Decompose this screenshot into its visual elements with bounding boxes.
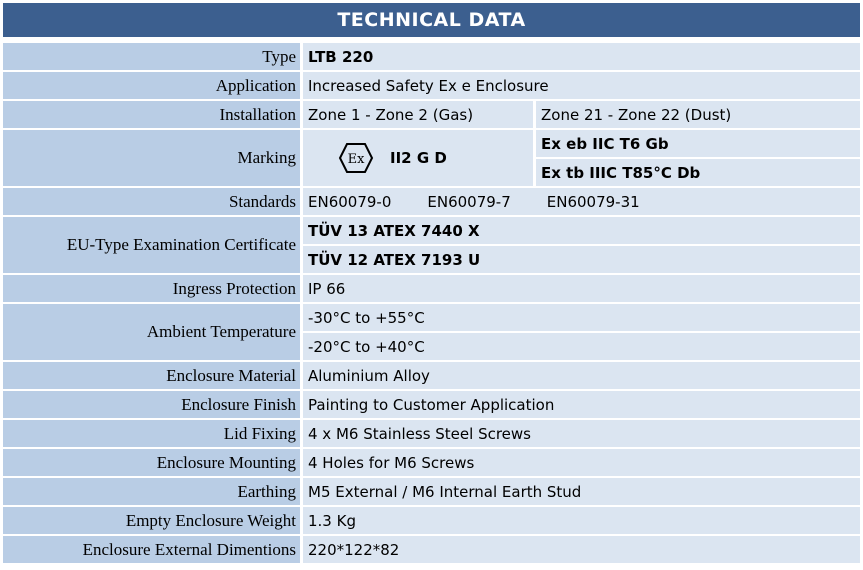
row-mounting xyxy=(3,449,860,478)
label-ingress: Ingress Protection xyxy=(3,275,303,304)
technical-data-table xyxy=(3,43,860,565)
row-marking-1 xyxy=(3,130,860,159)
value-installation-dust: Zone 21 - Zone 22 (Dust) xyxy=(536,101,860,130)
value-dimensions: 220*122*82 xyxy=(303,536,860,565)
value-marking-gas: Ex eb IIC T6 Gb xyxy=(536,130,860,159)
value-application: Increased Safety Ex e Enclosure xyxy=(303,72,860,101)
label-earthing: Earthing xyxy=(3,478,303,507)
value-standards xyxy=(303,188,860,217)
row-certificate-1 xyxy=(3,217,860,246)
standard-item: EN60079-0 xyxy=(308,192,392,211)
label-dimensions: Enclosure External Dimentions xyxy=(3,536,303,565)
value-weight: 1.3 Kg xyxy=(303,507,860,536)
label-marking: Marking xyxy=(3,130,303,188)
row-finish xyxy=(3,391,860,420)
label-lid: Lid Fixing xyxy=(3,420,303,449)
value-marking-group-cell xyxy=(303,130,536,188)
label-mounting: Enclosure Mounting xyxy=(3,449,303,478)
label-finish: Enclosure Finish xyxy=(3,391,303,420)
value-ambient-1: -30°C to +55°C xyxy=(303,304,860,333)
row-weight xyxy=(3,507,860,536)
label-ambient: Ambient Temperature xyxy=(3,304,303,362)
row-lid xyxy=(3,420,860,449)
value-marking-group: II2 G D xyxy=(390,149,447,167)
value-type: LTB 220 xyxy=(303,43,860,72)
technical-data-title: TECHNICAL DATA xyxy=(3,3,860,37)
row-application xyxy=(3,72,860,101)
value-material: Aluminium Alloy xyxy=(303,362,860,391)
row-type xyxy=(3,43,860,72)
value-certificate-2: TÜV 12 ATEX 7193 U xyxy=(303,246,860,275)
row-dimensions xyxy=(3,536,860,565)
svg-text:Ex: Ex xyxy=(347,152,365,167)
label-weight: Empty Enclosure Weight xyxy=(3,507,303,536)
value-ingress: IP 66 xyxy=(303,275,860,304)
row-ingress xyxy=(3,275,860,304)
label-material: Enclosure Material xyxy=(3,362,303,391)
standard-item: EN60079-31 xyxy=(546,192,640,211)
row-ambient-1 xyxy=(3,304,860,333)
row-installation xyxy=(3,101,860,130)
label-certificate: EU-Type Examination Certificate xyxy=(3,217,303,275)
standard-item: EN60079-7 xyxy=(427,192,511,211)
label-standards: Standards xyxy=(3,188,303,217)
value-mounting: 4 Holes for M6 Screws xyxy=(303,449,860,478)
value-marking-dust: Ex tb IIIC T85°C Db xyxy=(536,159,860,188)
value-installation-gas: Zone 1 - Zone 2 (Gas) xyxy=(303,101,536,130)
label-installation: Installation xyxy=(3,101,303,130)
row-earthing xyxy=(3,478,860,507)
label-type: Type xyxy=(3,43,303,72)
row-material xyxy=(3,362,860,391)
value-ambient-2: -20°C to +40°C xyxy=(303,333,860,362)
row-standards xyxy=(3,188,860,217)
value-finish: Painting to Customer Application xyxy=(303,391,860,420)
value-lid: 4 x M6 Stainless Steel Screws xyxy=(303,420,860,449)
value-certificate-1: TÜV 13 ATEX 7440 X xyxy=(303,217,860,246)
ex-hexagon-icon xyxy=(338,142,374,174)
label-application: Application xyxy=(3,72,303,101)
value-earthing: M5 External / M6 Internal Earth Stud xyxy=(303,478,860,507)
